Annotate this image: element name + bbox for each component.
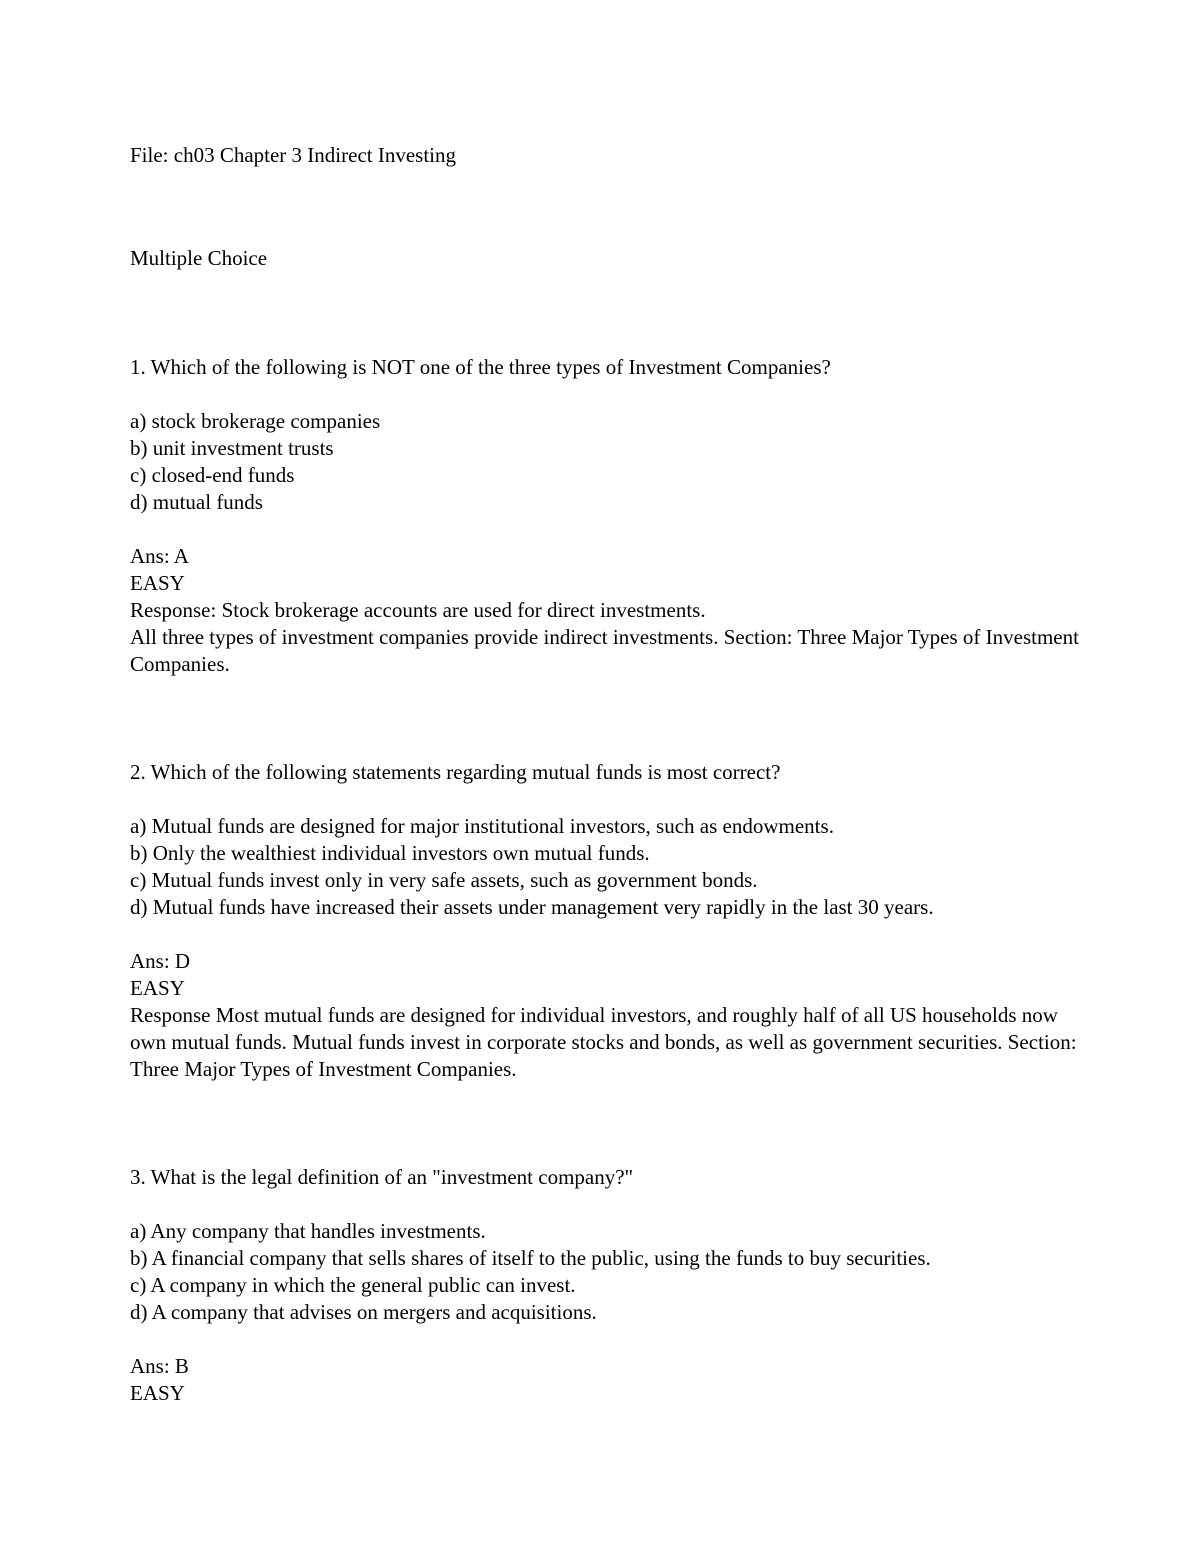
file-title: File: ch03 Chapter 3 Indirect Investing [130, 143, 457, 167]
option-a: a) Any company that handles investments. [130, 1219, 486, 1243]
question-block-3 [130, 1164, 1080, 1407]
answer: Ans: B [130, 1354, 189, 1378]
question-block-1 [130, 354, 1080, 678]
document-page [130, 142, 1080, 1407]
question-text: 1. Which of the following is NOT one of the three types of Investment Companies? [130, 355, 831, 379]
question-text: 2. Which of the following statements regarding mutual funds is most correct? [130, 760, 781, 784]
difficulty: EASY [130, 571, 185, 595]
response-line: Response Most mutual funds are designed for individual investors, and roughly half of all US households now own mutual funds. Mutual funds invest in corporate stocks and bonds, as well as government securities. Section: Three Major Types of Investment Companies. [130, 1003, 1077, 1081]
question-block-2 [130, 759, 1080, 1083]
option-b: b) unit investment trusts [130, 436, 334, 460]
answer: Ans: D [130, 949, 191, 973]
option-c: c) closed-end funds [130, 463, 295, 487]
difficulty: EASY [130, 976, 185, 1000]
option-c: c) A company in which the general public can invest. [130, 1273, 576, 1297]
option-a: a) stock brokerage companies [130, 409, 381, 433]
question-text: 3. What is the legal definition of an "investment company?" [130, 1165, 634, 1189]
answer: Ans: A [130, 544, 189, 568]
section-heading: Multiple Choice [130, 246, 268, 270]
option-d: d) mutual funds [130, 490, 263, 514]
option-b: b) Only the wealthiest individual investors own mutual funds. [130, 841, 650, 865]
option-b: b) A financial company that sells shares of itself to the public, using the funds to buy securities. [130, 1246, 931, 1270]
response-line: All three types of investment companies provide indirect investments. Section: Three Major Types of Investment Companies. [130, 625, 1079, 676]
response-line: Response: Stock brokerage accounts are used for direct investments. [130, 598, 706, 622]
option-d: d) Mutual funds have increased their assets under management very rapidly in the last 30 years. [130, 895, 934, 919]
difficulty: EASY [130, 1381, 185, 1405]
option-d: d) A company that advises on mergers and acquisitions. [130, 1300, 597, 1324]
option-c: c) Mutual funds invest only in very safe assets, such as government bonds. [130, 868, 758, 892]
option-a: a) Mutual funds are designed for major institutional investors, such as endowments. [130, 814, 834, 838]
